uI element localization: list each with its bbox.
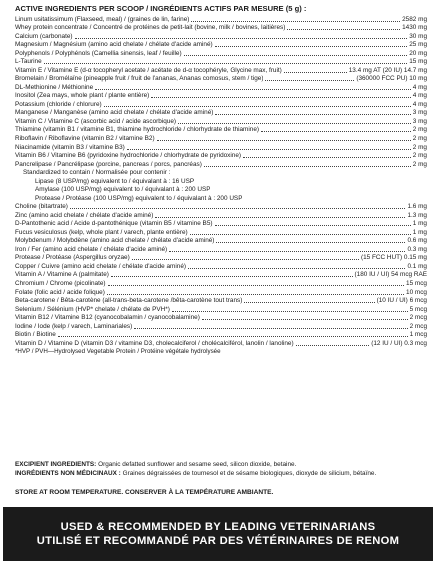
- dot-leader: [172, 310, 408, 312]
- storage-instructions: STORE AT ROOM TEMPERATURE. CONSERVER À LA TEMPÉRATURE AMBIANTE.: [15, 489, 274, 496]
- ingredient-name: Iron / Fer (amino acid chelate / chélate d'acide aminé): [15, 245, 168, 253]
- ingredient-name: Vitamin D / Vitamine D (vitamin D3 / vitamine D3, cholecalciferol / cholécalciférol, lanolin / lanoline): [15, 339, 294, 347]
- ingredient-amount: 15 mg: [409, 58, 427, 66]
- ingredient-name: Pancrelipase / Pancrélipase (porcine, pancreas / porcs, pancréas): [15, 160, 202, 168]
- excipients-fr: [15, 470, 427, 479]
- dot-leader: [215, 113, 410, 115]
- dot-leader: [107, 293, 404, 295]
- ingredient-name: Whey protein concentrate / Concentré de protéines de petit-lait (bovine, milk / bovines, laitières): [15, 24, 286, 32]
- ingredient-amount: 25 mg: [409, 41, 427, 49]
- ingredient-row: [15, 126, 427, 135]
- ingredient-name: Calcium (carbonate): [15, 32, 73, 40]
- ingredient-amount: (360000 FCC PU) 10 mg: [356, 75, 427, 83]
- ingredient-name: Choline (bitartrate): [15, 203, 68, 211]
- dot-leader: [190, 233, 411, 235]
- ingredient-name: Riboflavin / Riboflavine (vitamin B2 / vitamine B2): [15, 134, 155, 142]
- excipients-section: [15, 461, 427, 478]
- ingredient-name: Folate (folic acid / acide folique): [15, 288, 105, 296]
- ingredient-row: [15, 152, 427, 161]
- dot-leader: [95, 88, 411, 90]
- ingredient-name: Molybdenum / Molybdène (amino acid chelate / chélate d'acide aminé): [15, 237, 215, 245]
- ingredient-row: [15, 49, 427, 58]
- excipients-en: [15, 461, 427, 470]
- ingredient-amount: 0.6 mg: [407, 237, 427, 245]
- ingredient-row: [15, 75, 427, 84]
- ingredient-amount: 2 mg: [412, 126, 427, 134]
- ingredient-row: [15, 134, 427, 143]
- veterinarian-banner: [3, 507, 433, 561]
- ingredient-amount: 2 mcg: [409, 314, 427, 322]
- ingredient-amount: 2 mcg: [409, 322, 427, 330]
- ingredient-row: [15, 314, 427, 323]
- dot-leader: [243, 156, 411, 158]
- ingredient-amount: 4 mg: [412, 100, 427, 108]
- ingredient-row: [15, 211, 427, 220]
- dot-leader: [215, 45, 408, 47]
- ingredient-name: Lipase (8 USP/mg) equivalent to / équivalant à : 16 USP: [35, 177, 195, 185]
- ingredient-amount: 1.3 mg: [407, 211, 427, 219]
- dot-leader: [104, 105, 411, 107]
- ingredient-row: [15, 100, 427, 109]
- ingredient-amount: 1430 mg: [402, 24, 427, 32]
- dot-leader: [244, 301, 374, 303]
- ingredient-row: [15, 32, 427, 41]
- ingredient-row: [15, 203, 427, 212]
- ingredient-row: [15, 92, 427, 101]
- dot-leader: [70, 207, 406, 209]
- dot-leader: [157, 139, 411, 141]
- ingredient-name: Vitamin C / Vitamine C (ascorbic acid / acide ascorbique): [15, 117, 177, 125]
- ingredient-name: Beta-carotene / Bêta-carotène (all-trans-beta-carotene /bêta-carotène tout trans): [15, 297, 243, 305]
- ingredient-name: Vitamin B6 / Vitamine B6 (pyridoxine hydrochloride / chlorhydrate de pyridoxine): [15, 152, 242, 160]
- ingredient-row: [15, 177, 427, 186]
- ingredient-name: Iodine / Iode (kelp / varech, Laminariales): [15, 322, 133, 330]
- ingredient-row: [15, 109, 427, 118]
- ingredient-name: D-Pantothenic acid / Acide d-pantothénique (vitamin B5 / vitamine B5): [15, 220, 213, 228]
- ingredient-amount: 3 mg: [412, 117, 427, 125]
- dot-leader: [216, 241, 405, 243]
- ingredient-name: Fucus vesiculosus (kelp, whole plant / varech, plante entière): [15, 228, 188, 236]
- ingredient-name: Polyphenols / Polyphénols (Camellia sinensis, leaf / feuille): [15, 49, 182, 57]
- excipients-fr-label: INGRÉDIENTS NON MÉDICINAUX :: [15, 469, 121, 477]
- ingredient-amount: 15 mcg: [406, 280, 427, 287]
- dot-leader: [151, 96, 411, 98]
- ingredient-amount: 0.1 mg: [407, 262, 427, 270]
- ingredient-amount: (12 IU / UI) 0.3 mcg: [371, 339, 427, 347]
- ingredient-name: Zinc (amino acid chelate / chélate d'acide aminé): [15, 211, 154, 219]
- ingredient-name: Bromelain / Bromélaïne (pineapple fruit / fruit de l'ananas, Ananas comosus, stem / tige): [15, 75, 264, 83]
- dot-leader: [261, 130, 411, 132]
- ingredient-row: [15, 41, 427, 50]
- ingredient-row: [15, 262, 427, 271]
- ingredient-amount: 1 mg: [412, 220, 427, 228]
- ingredient-amount: 4 mg: [412, 92, 427, 100]
- dot-leader: [287, 28, 400, 30]
- ingredient-amount: 2 mg: [412, 134, 427, 142]
- excipients-fr-text: Graines dégraissées de tournesol et de sésame biologiques, dioxyde de silicium, bétaïne.: [122, 469, 377, 477]
- ingredient-amount: (15 FCC HUT) 0.15 mg: [360, 254, 427, 262]
- ingredient-amount: 1.6 mg: [407, 203, 427, 211]
- ingredient-amount: 2 mg: [412, 152, 427, 160]
- ingredient-name: Vitamin B12 / Vitamine B12 (cyanocobalamin / cyanocobalamine): [15, 314, 200, 322]
- ingredient-row: [15, 169, 427, 178]
- ingredient-row: [15, 271, 427, 280]
- ingredient-row: [15, 83, 427, 92]
- ingredient-name: Inositol (Zea mays, whole plant / plante entière): [15, 92, 150, 100]
- ingredient-name: Protease / Protéase (Aspergillus oryzae): [15, 254, 130, 262]
- ingredient-row: [15, 194, 427, 203]
- ingredient-name: Vitamin E / Vitamine E (d-α tocopheryl acetate / acétate de d-α tocophéryle, Glycine max, fruit): [15, 66, 282, 74]
- ingredient-amount: 2582 mg: [402, 15, 427, 23]
- ingredient-row: [15, 228, 427, 237]
- dot-leader: [284, 71, 347, 73]
- ingredient-name: Biotin / Biotine: [15, 331, 56, 339]
- dot-leader: [204, 165, 411, 167]
- ingredient-name: *HVP / PVH—Hydrolysed Vegetable Protein / Protéine végétale hydrolysée: [15, 348, 221, 356]
- ingredient-row: [15, 339, 427, 348]
- ingredient-amount: 2 mg: [412, 160, 427, 168]
- ingredient-row: [15, 143, 427, 152]
- ingredient-name: Standardized to contain / Normalisée pour contenir :: [23, 169, 171, 177]
- ingredient-row: [15, 117, 427, 126]
- ingredient-name: Vitamin A / Vitamine A (palmitate): [15, 271, 109, 279]
- ingredient-name: DL-Methionine / Méthionine: [15, 83, 94, 91]
- ingredient-amount: 5 mcg: [409, 305, 427, 313]
- ingredient-name: Selenium / Sélénium (HVP* chelate / chélate de PVH*): [15, 305, 170, 313]
- banner-line-fr: UTILISÉ ET RECOMMANDÉ PAR DES VÉTÉRINAIRES DE RENOM: [36, 535, 400, 547]
- dot-leader: [202, 318, 408, 320]
- ingredient-row: [15, 15, 427, 24]
- dot-leader: [265, 79, 354, 81]
- footnote: [15, 348, 427, 357]
- dot-leader: [132, 258, 359, 260]
- banner-line-en: USED & RECOMMENDED BY LEADING VETERINARIANS: [60, 521, 376, 533]
- ingredients-list: [15, 15, 427, 356]
- dot-leader: [188, 267, 405, 269]
- ingredient-amount: 10 mcg: [406, 288, 427, 296]
- dot-leader: [58, 335, 408, 337]
- dot-leader: [169, 250, 405, 252]
- dot-leader: [75, 37, 408, 39]
- ingredient-row: [15, 245, 427, 254]
- ingredient-row: [15, 24, 427, 33]
- ingredient-row: [15, 297, 427, 306]
- ingredient-name: Copper / Cuivre (amino acid chelate / chélate d'acide aminé): [15, 262, 187, 270]
- ingredient-amount: 20 mg: [409, 49, 427, 57]
- ingredient-amount: 30 mg: [409, 32, 427, 40]
- ingredient-row: [15, 58, 427, 67]
- ingredient-name: Potassium (chloride / chlorure): [15, 100, 102, 108]
- dot-leader: [184, 54, 408, 56]
- ingredient-amount: 0.3 mg: [407, 245, 427, 253]
- ingredient-row: [15, 220, 427, 229]
- ingredient-row: [15, 254, 427, 263]
- dot-leader: [134, 327, 407, 329]
- dot-leader: [191, 20, 400, 22]
- ingredient-name: Protease / Protéase (100 USP/mg) equivalent to / équivalant à : 200 USP: [35, 194, 243, 202]
- dot-leader: [178, 122, 411, 124]
- ingredients-header: ACTIVE INGREDIENTS PER SCOOP / INGRÉDIENTS ACTIFS PAR MESURE (5 g) :: [15, 4, 307, 13]
- ingredient-row: [15, 66, 427, 75]
- ingredient-amount: 1 mg: [412, 228, 427, 236]
- dot-leader: [155, 216, 405, 218]
- ingredient-row: [15, 322, 427, 331]
- ingredient-row: [15, 279, 427, 288]
- dot-leader: [108, 284, 404, 286]
- ingredient-amount: 2 mg: [412, 143, 427, 151]
- dot-leader: [215, 224, 411, 226]
- ingredient-amount: (10 IU / UI) 6 mcg: [376, 297, 427, 305]
- ingredient-amount: (180 IU / UI) 54 mcg RAE: [354, 271, 427, 279]
- ingredient-amount: 13.4 mg AT (20 IU) 14.7 mg: [348, 66, 427, 74]
- ingredient-name: L-Taurine: [15, 58, 42, 66]
- dot-leader: [111, 275, 353, 277]
- dot-leader: [127, 148, 411, 150]
- ingredient-name: Chromium / Chrome (picolinate): [15, 280, 106, 287]
- ingredient-row: [15, 305, 427, 314]
- ingredient-row: [15, 186, 427, 195]
- dot-leader: [296, 344, 370, 346]
- dot-leader: [44, 62, 408, 64]
- ingredient-name: Niacinamide (vitamin B3 / vitamine B3): [15, 143, 125, 151]
- ingredient-name: Amylase (100 USP/mg) equivalent to / équivalant à : 200 USP: [35, 186, 211, 194]
- ingredient-amount: 3 mg: [412, 109, 427, 117]
- ingredient-name: Linum usitatissimum (Flaxseed, meal) / (graines de lin, farine): [15, 15, 190, 23]
- ingredient-name: Manganese / Manganèse (amino acid chelate / chélate d'acide aminé): [15, 109, 214, 117]
- ingredient-row: [15, 331, 427, 340]
- ingredient-amount: 1 mcg: [409, 331, 427, 339]
- excipients-en-text: Organic defatted sunflower and sesame seed, silicon dioxide, betaine.: [98, 461, 297, 468]
- ingredient-name: Thiamine (vitamin B1 / vitamine B1, thiamine hydrochloride / chlorhydrate de thiamine): [15, 126, 260, 134]
- ingredient-row: [15, 237, 427, 246]
- ingredient-row: [15, 288, 427, 297]
- ingredient-amount: 4 mg: [412, 83, 427, 91]
- ingredient-name: Magnesium / Magnésium (amino acid chelate / chélate d'acide aminé): [15, 41, 213, 49]
- ingredient-row: [15, 160, 427, 169]
- excipients-en-label: EXCIPIENT INGREDIENTS:: [15, 461, 97, 468]
